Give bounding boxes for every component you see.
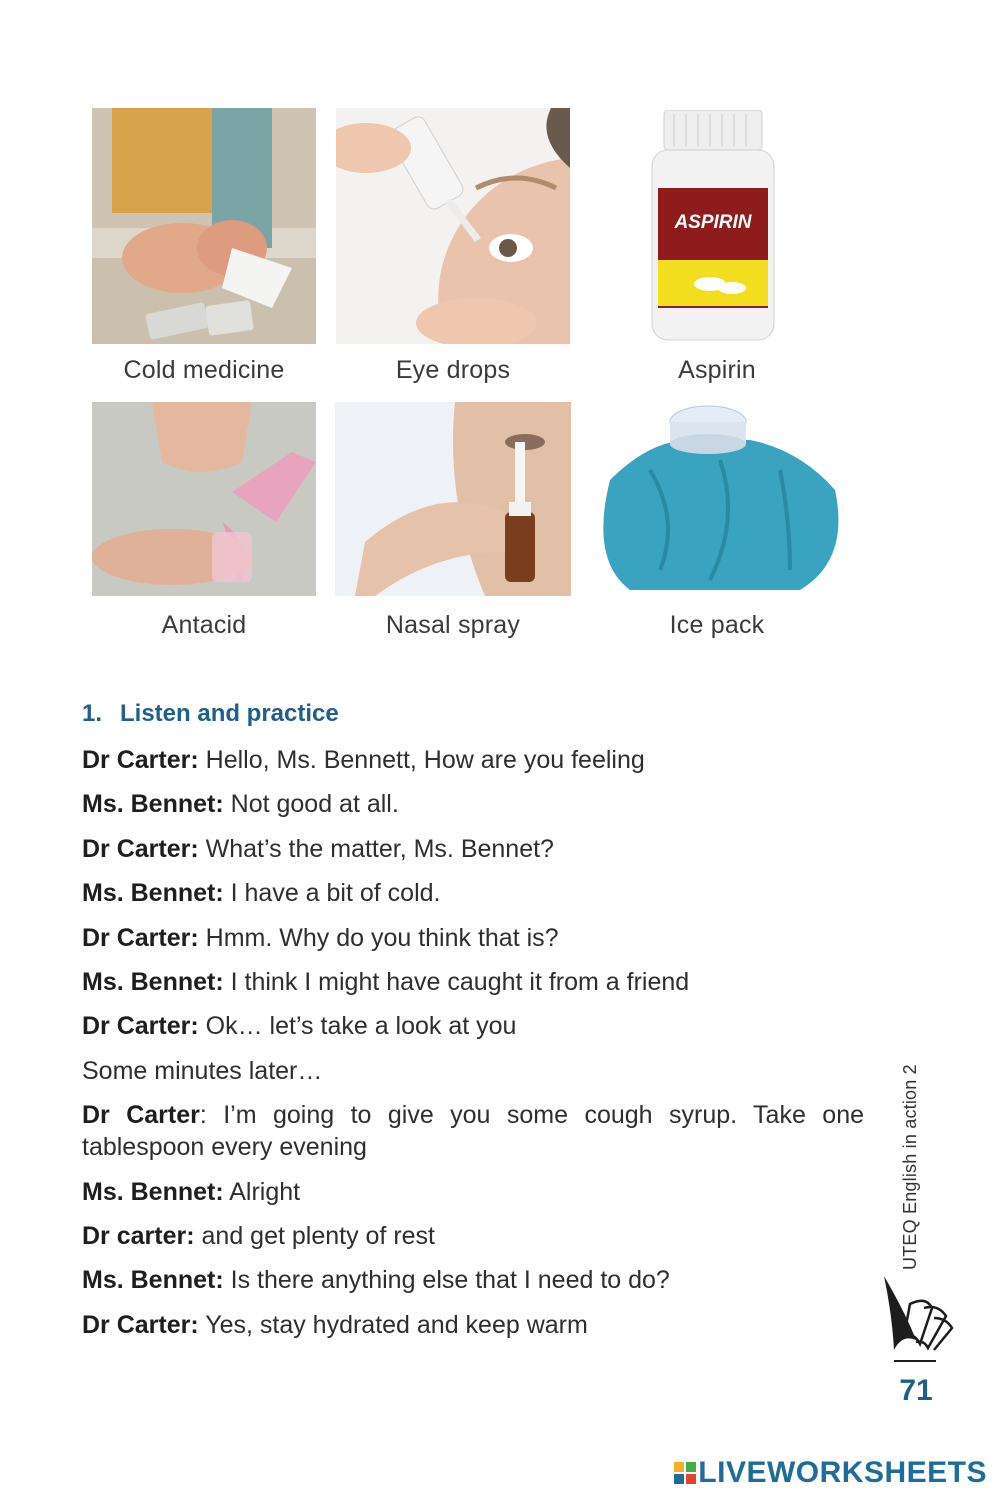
speaker: Dr Carter: xyxy=(82,1012,199,1040)
dialogue-line xyxy=(82,1220,864,1252)
speaker: Dr carter: xyxy=(82,1222,195,1250)
dialogue-line xyxy=(82,833,864,865)
utterance: Not good at all. xyxy=(223,790,399,818)
speaker: Ms. Bennet: xyxy=(82,790,224,818)
narration-line xyxy=(82,1055,864,1087)
section-title: Listen and practice xyxy=(120,700,339,727)
utterance: and get plenty of rest xyxy=(194,1222,435,1250)
utterance: I think I might have caught it from a friend xyxy=(223,968,690,996)
speaker: Ms. Bennet: xyxy=(82,1266,224,1294)
dialogue-line xyxy=(82,744,864,776)
caption-ice-pack: Ice pack xyxy=(669,611,765,639)
nasal-spray-photo xyxy=(335,402,571,596)
utterance: What’s the matter, Ms. Bennet? xyxy=(198,835,554,863)
utterance: Hello, Ms. Bennett, How are you feeling xyxy=(198,746,645,774)
aspirin-photo xyxy=(650,110,776,342)
speaker: Dr Carter: xyxy=(82,746,199,774)
dialogue-line xyxy=(82,1309,864,1341)
dialogue-line xyxy=(82,1099,864,1163)
speaker: Dr Carter xyxy=(82,1101,200,1129)
liveworksheets-logo-icon xyxy=(674,1458,696,1480)
page-number: 71 xyxy=(899,1374,933,1407)
speaker: Ms. Bennet: xyxy=(82,879,224,907)
book-logo-icon xyxy=(880,1274,956,1354)
section-number: 1. xyxy=(82,700,103,727)
utterance: Ok… let’s take a look at you xyxy=(198,1012,517,1040)
dialogue-line xyxy=(82,922,864,954)
footer-brand: LIVEWORKSHEETS xyxy=(698,1456,987,1489)
caption-cold-medicine: Cold medicine xyxy=(123,356,285,384)
speaker: Dr Carter: xyxy=(82,835,199,863)
antacid-photo xyxy=(92,402,316,596)
dialogue-line xyxy=(82,1010,864,1042)
eye-drops-photo xyxy=(336,108,570,344)
caption-antacid: Antacid xyxy=(161,611,247,639)
utterance: : I’m going to give you some cough syrup. Take one tablespoon every evening xyxy=(82,1101,865,1161)
speaker: Dr Carter: xyxy=(82,1311,199,1339)
caption-aspirin: Aspirin xyxy=(678,356,756,384)
ice-pack-photo xyxy=(590,400,842,596)
dialogue-line xyxy=(82,1176,864,1208)
dialogue-line xyxy=(82,1264,864,1296)
speaker: Ms. Bennet: xyxy=(82,968,224,996)
section-heading xyxy=(82,700,339,728)
speaker: Ms. Bennet: xyxy=(82,1178,224,1206)
speaker: Dr Carter: xyxy=(82,924,199,952)
cold-medicine-photo xyxy=(92,108,316,344)
utterance: I have a bit of cold. xyxy=(223,879,441,907)
dialogue-line xyxy=(82,877,864,909)
utterance: Is there anything else that I need to do? xyxy=(223,1266,670,1294)
dialogue-line xyxy=(82,966,864,998)
page-number-rule xyxy=(894,1360,936,1362)
book-title-vertical: UTEQ English in action 2 xyxy=(900,1064,920,1270)
narration: Some minutes later… xyxy=(82,1057,323,1085)
dialogue-line xyxy=(82,788,864,820)
utterance: Alright xyxy=(223,1178,301,1206)
aspirin-brand-label: ASPIRIN xyxy=(674,212,752,233)
utterance: Yes, stay hydrated and keep warm xyxy=(198,1311,588,1339)
caption-nasal-spray: Nasal spray xyxy=(385,611,521,639)
caption-eye-drops: Eye drops xyxy=(395,356,511,384)
liveworksheets-footer[interactable] xyxy=(674,1456,987,1490)
utterance: Hmm. Why do you think that is? xyxy=(198,924,559,952)
